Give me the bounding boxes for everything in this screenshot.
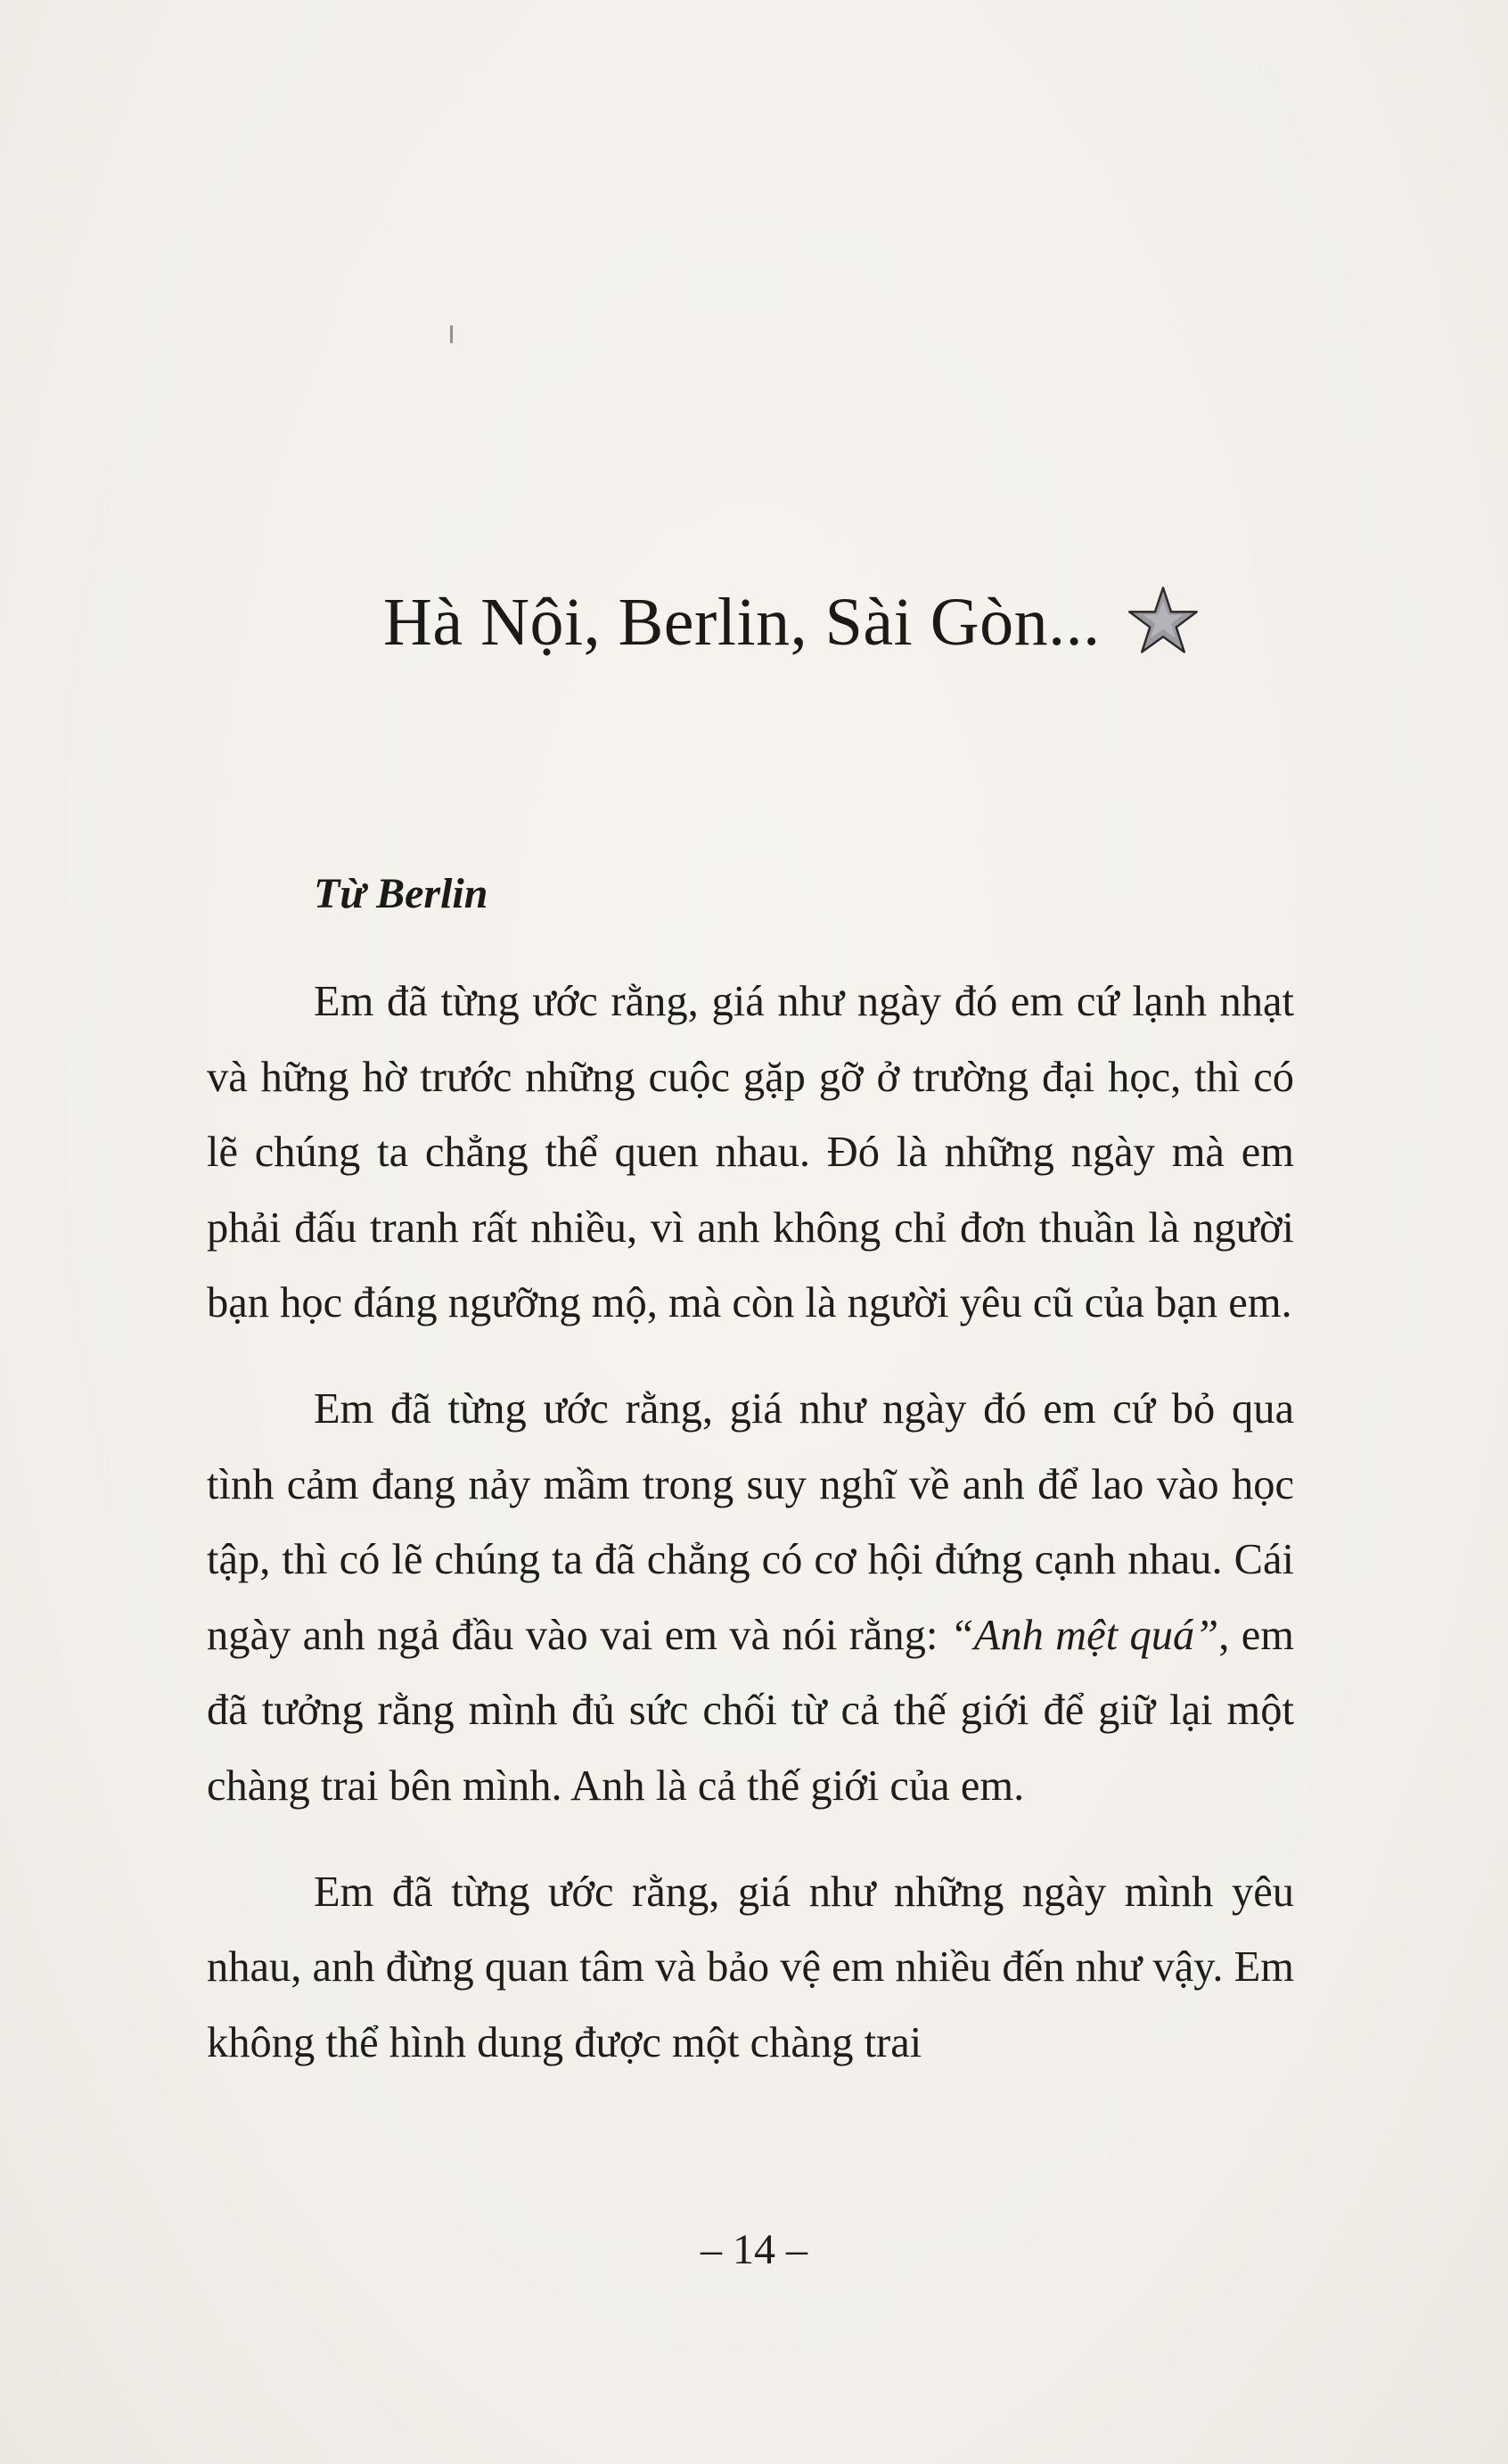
paragraph-text: Em đã từng ước rằng, giá như ngày đó em cứ bỏ qua tình cảm đang nảy mầm trong suy nghĩ về anh để lao vào học tập, thì có lẽ chúng ta đã chẳng có cơ hội đứng cạnh nhau. Cái ngày anh ngả đầu vào vai em và nói rằng: xyxy=(207,1384,1294,1659)
quoted-speech: “Anh mệt quá” xyxy=(949,1611,1219,1659)
star-icon xyxy=(1127,585,1200,658)
paragraph-text: , em đã tưởng rằng mình đủ sức chối từ cả thế giới để giữ lại một chàng trai bên mình. Anh là cả thế giới của em. xyxy=(207,1611,1294,1810)
section-heading: Từ Berlin xyxy=(314,870,488,917)
body-text xyxy=(207,965,1294,2081)
paragraph: Em đã từng ước rằng, giá như những ngày mình yêu nhau, anh đừng quan tâm và bảo vệ em nhiều đến như vậy. Em không thể hình dung được một chàng trai xyxy=(207,1868,1294,2066)
paragraph: Em đã từng ước rằng, giá như ngày đó em cứ lạnh nhạt và hững hờ trước những cuộc gặp gỡ ở trường đại học, thì có lẽ chúng ta chẳng thể quen nhau. Đó là những ngày mà em phải đấu tranh rất nhiều, vì anh không chỉ đơn thuần là người bạn học đáng ngưỡng mộ, mà còn là người yêu cũ của bạn em. xyxy=(207,978,1294,1327)
chapter-title: Hà Nội, Berlin, Sài Gòn... xyxy=(383,585,1101,660)
paragraph xyxy=(207,1372,1294,1825)
page-number: – 14 – xyxy=(701,2226,807,2273)
print-mark xyxy=(450,325,453,343)
